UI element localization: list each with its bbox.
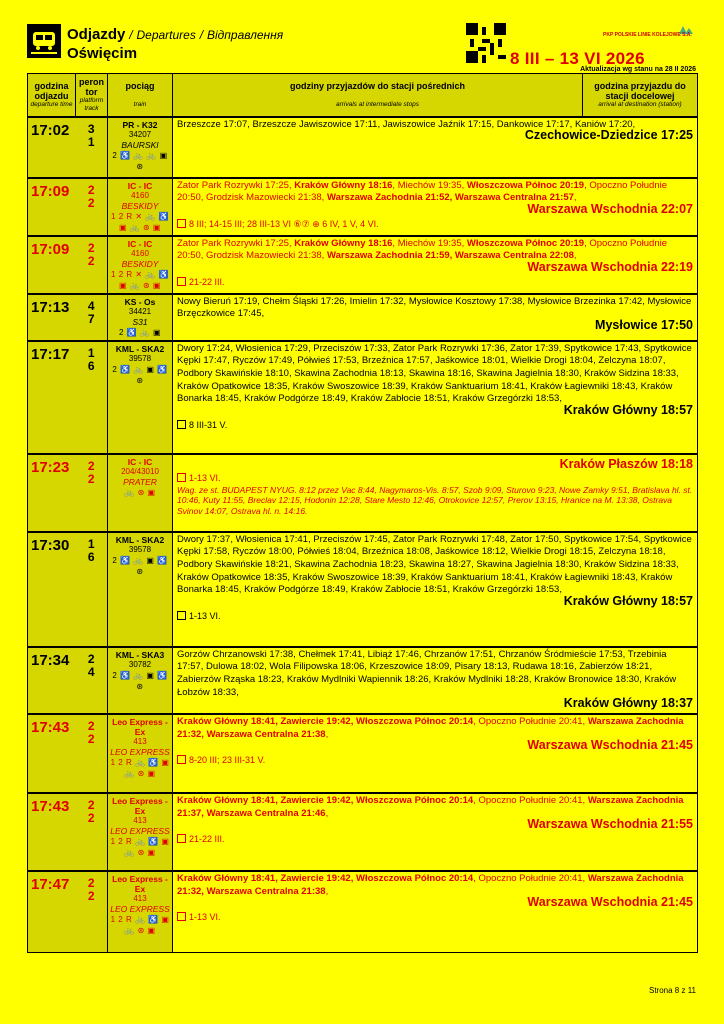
route-info xyxy=(173,117,698,178)
amenity-icons: 2 ♿ 🚲 ▣ ♿ ⊛ xyxy=(112,364,168,385)
departure-time: 17:09 xyxy=(28,178,76,236)
platform-number: 2 xyxy=(87,182,95,197)
platform-number: 2 xyxy=(87,240,95,255)
track-number: 2 xyxy=(87,253,95,268)
page-header xyxy=(0,0,724,72)
validity-note: 8 III-31 V. xyxy=(177,419,693,432)
calendar-icon xyxy=(177,611,186,620)
validity-dates: 8 III – 13 VI 2026 xyxy=(510,49,645,68)
amenity-icons: 1 2 R ✕ 🚲 ♿ ▣ 🚲 ⊛ ▣ xyxy=(111,269,169,290)
departure-row xyxy=(28,236,698,294)
departure-time: 17:17 xyxy=(28,341,76,454)
train-info xyxy=(108,871,173,952)
calendar-icon xyxy=(177,755,186,764)
intermediate-stops: Dwory 17:24, Włosienica 17:29, Przeciszów 17:33, Zator Park Rozrywki 17:36, Zator 17:39, Spytkowice 17:43, Spytkowice Kępki 17:47, Ryczów 17:49, Półwieś 17:53, Brzeźnica 17:57, Jaśkowice 18:01, Wielkie Drogi 18:04, Zelczyna 18:07, Podbory Skawińskie 18:10, Skawina Zachodnia 18:13, Skawina 18:16, Skawina Jagielnia 18:30, Kraków Sidzina 18:33, Kraków Opatkowice 18:35, Kraków Swoszowice 18:39, Kraków Sanktuarium 18:41, Kraków Łagiewniki 18:43, Kraków Bonarka 18:45, Kraków Podgórze 18:49, Kraków Zabłocie 18:51, Kraków Grzegórzki 18:53, xyxy=(177,342,692,405)
platform-number: 2 xyxy=(87,651,95,666)
platform-number: 2 xyxy=(87,798,95,813)
train-number: 413 xyxy=(133,737,147,747)
train-info xyxy=(108,793,173,871)
train-name: S31 xyxy=(132,316,148,327)
route-info xyxy=(173,871,698,952)
station-name: Oświęcim xyxy=(67,45,138,62)
intermediate-stops: Kraków Główny 18:41, Zawiercie 19:42, Włoszczowa Północ 20:14, Opoczno Południe 20:41, Warszawa Zachodnia 21:32, Warszawa Centralna 21:38, xyxy=(177,716,684,740)
platform-track xyxy=(76,714,108,793)
track-number: 2 xyxy=(87,811,95,826)
departure-time: 17:43 xyxy=(28,793,76,871)
train-info xyxy=(108,294,173,341)
amenity-icons: 🚲 ⊛ ▣ xyxy=(124,487,156,497)
track-number: 4 xyxy=(87,664,95,679)
departure-row xyxy=(28,793,698,871)
train-info xyxy=(108,341,173,454)
train-type: IC - IC xyxy=(127,180,153,191)
platform-track xyxy=(76,871,108,952)
departure-time: 17:43 xyxy=(28,714,76,793)
destination: Warszawa Wschodnia 22:19 xyxy=(527,259,693,274)
track-number: 2 xyxy=(87,732,95,747)
destination: Czechowice-Dziedzice 17:25 xyxy=(524,128,693,143)
track-number: 7 xyxy=(87,311,95,326)
route-info xyxy=(173,294,698,341)
col-time-header: godzina odjazdu departure time xyxy=(28,74,76,117)
intermediate-stops: Dwory 17:37, Włosienica 17:41, Przeciszów 17:45, Zator Park Rozrywki 17:48, Zator 17:50, Spytkowice 17:54, Spytkowice Kępki 17:58, Ryczów 18:00, Półwieś 18:04, Brzeźnica 18:08, Jaśkowice 18:12, Wielkie Drogi 18:15, Zelczyna 18:18, Podbory Skawińskie 18:21, Skawina Zachodnia 18:23, Skawina 18:27, Skawina Jagielnia 18:30, Kraków Sidzina 18:33, Kraków Opatkowice 18:35, Kraków Swoszowice 18:39, Kraków Sanktuarium 18:41, Kraków Łagiewniki 18:43, Kraków Bonarka 18:45, Kraków Podgórze 18:49, Kraków Zabłocie 18:51, Kraków Grzegórzki 18:53, xyxy=(177,533,692,596)
train-type: Leo Express - Ex xyxy=(112,717,168,738)
departure-row xyxy=(28,871,698,952)
platform-track xyxy=(76,294,108,341)
validity-note: 8 III; 14-15 III; 28 III-13 VI ⑥⑦ ⊕ 6 IV, 1 V, 4 VI. xyxy=(177,218,693,231)
platform-number: 2 xyxy=(87,876,95,891)
intermediate-stops: Zator Park Rozrywki 17:25, Kraków Główny 18:16, Miechów 19:35, Włoszczowa Północ 20:19, Opoczno Południe 20:50, Grodzisk Mazowiecki 21:38, Warszawa Zachodnia 21:59, Warszawa Centralna 22:08, xyxy=(177,237,668,262)
route-info xyxy=(173,714,698,793)
track-number: 1 xyxy=(87,134,95,149)
platform-track xyxy=(76,532,108,647)
train-info xyxy=(108,532,173,647)
train-name: LEO EXPRESS xyxy=(110,747,170,758)
train-number: 39578 xyxy=(128,353,152,363)
route-info xyxy=(173,454,698,532)
route-info xyxy=(173,647,698,715)
train-type: IC - IC xyxy=(127,238,153,249)
page-title: Odjazdy / Departures / Відправлення xyxy=(67,26,284,43)
validity-note: 8-20 III; 23 III-31 V. xyxy=(177,754,693,767)
departure-time: 17:30 xyxy=(28,532,76,647)
track-number: 6 xyxy=(87,358,95,373)
calendar-icon xyxy=(177,219,186,228)
train-type: PR - K32 xyxy=(122,119,158,130)
destination: Kraków Główny 18:57 xyxy=(563,403,693,418)
departure-row xyxy=(28,294,698,341)
col-dest-header: godzina przyjazdu do stacji docelowej arrival at destination (station) xyxy=(583,74,698,117)
track-number: 2 xyxy=(87,889,95,904)
calendar-icon xyxy=(177,420,186,429)
departure-row xyxy=(28,714,698,793)
departure-row xyxy=(28,454,698,532)
train-number: 4160 xyxy=(131,248,149,258)
col-train-header: pociąg train xyxy=(108,74,173,117)
train-type: Leo Express - Ex xyxy=(112,874,168,895)
amenity-icons: 1 2 R 🚲 ♿ ▣ 🚲 ⊛ ▣ xyxy=(110,837,170,858)
route-info xyxy=(173,236,698,294)
amenity-icons: 2 ♿ 🚲 ▣ ♿ ⊛ xyxy=(112,555,168,576)
route-info xyxy=(173,793,698,871)
platform-track xyxy=(76,793,108,871)
train-type: KML - SKA3 xyxy=(115,649,165,660)
route-info xyxy=(173,532,698,647)
calendar-icon xyxy=(177,277,186,286)
destination: Warszawa Wschodnia 22:07 xyxy=(527,201,693,216)
platform-track xyxy=(76,117,108,178)
platform-number: 1 xyxy=(87,536,95,551)
amenity-icons: 1 2 R 🚲 ♿ ▣ 🚲 ⊛ ▣ xyxy=(110,758,170,779)
train-info xyxy=(108,647,173,715)
departure-time: 17:47 xyxy=(28,871,76,952)
train-info xyxy=(108,714,173,793)
amenity-icons: 1 2 R 🚲 ♿ ▣ 🚲 ⊛ ▣ xyxy=(110,915,170,936)
col-stops-header: godziny przyjazdów do stacji pośrednich arrivals at intermediate stops xyxy=(173,74,583,117)
train-number: 413 xyxy=(133,816,147,826)
route-description: Wag. ze st. BUDAPEST NYUG. 8:12 przez Vac 8:44, Nagymaros-Vis. 8:57, Szob 9:09, Sturovo 9:23, Nowe Zamky 9:51, Bratislava hl. st. 10:46, Kuty 11:55, Breclav 12:15, Hodonin 12:28, Stare Mesto 12:46, Otrokovice 12:57, Prerov 13:15, Hranice na M. 13:38, Ostrava Svinov 14:07, Ostrava hl. n. 14:16. xyxy=(177,484,693,516)
validity-note: 21-22 III. xyxy=(177,833,693,846)
destination: Warszawa Wschodnia 21:55 xyxy=(527,817,693,832)
platform-number: 2 xyxy=(87,719,95,734)
destination: Mysłowice 17:50 xyxy=(595,317,693,332)
train-name: PRATER xyxy=(123,476,157,487)
platform-track xyxy=(76,236,108,294)
destination: Warszawa Wschodnia 21:45 xyxy=(527,895,693,910)
validity-note: 1-13 VI. xyxy=(177,610,693,623)
validity-note: 21-22 III. xyxy=(177,276,693,289)
train-type: KML - SKA2 xyxy=(115,343,165,354)
intermediate-stops: Zator Park Rozrywki 17:25, Kraków Główny 18:16, Miechów 19:35, Włoszczowa Północ 20:19, Opoczno Południe 20:50, Grodzisk Mazowiecki 21:38, Warszawa Zachodnia 21:52, Warszawa Centralna 21:57, xyxy=(177,179,668,204)
intermediate-stops: Nowy Bieruń 17:19, Chełm Śląski 17:26, Imielin 17:32, Mysłowice Kosztowy 17:38, Mysłowice Brzezinka 17:42, Mysłowice Brzęczkowice 17:45, xyxy=(177,295,692,320)
route-info xyxy=(173,341,698,454)
route-info xyxy=(173,178,698,236)
calendar-icon xyxy=(177,473,186,482)
operator-name: PKP POLSKIE LINIE KOLEJOWE S.A. xyxy=(603,32,692,38)
train-info xyxy=(108,117,173,178)
train-icon xyxy=(27,24,61,58)
departure-time: 17:23 xyxy=(28,454,76,532)
validity-note: 1-13 VI. xyxy=(177,911,693,924)
intermediate-stops: Kraków Główny 18:41, Zawiercie 19:42, Włoszczowa Północ 20:14, Opoczno Południe 20:41, Warszawa Zachodnia 21:37, Warszawa Centralna 21:46, xyxy=(177,795,684,819)
destination: Kraków Główny 18:37 xyxy=(563,696,693,711)
departure-row xyxy=(28,647,698,715)
col-platform-header: peron tor platform track xyxy=(76,74,108,117)
platform-number: 2 xyxy=(87,458,95,473)
departure-time: 17:34 xyxy=(28,647,76,715)
intermediate-stops: Gorzów Chrzanowski 17:38, Chełmek 17:41, Libiąż 17:46, Chrzanów 17:51, Chrzanów Śródmieście 17:53, Trzebinia 17:57, Dulowa 18:02, Wola Filipowska 18:06, Krzeszowice 18:09, Pisary 18:13, Rudawa 18:16, Zabierzów 18:21, Zabierzów Rząska 18:23, Kraków Mydlniki Wapiennik 18:26, Kraków Mydlniki 18:28, Kraków Bronowice 18:30, Kraków Łobzów 18:33, xyxy=(177,648,677,698)
departure-row xyxy=(28,532,698,647)
platform-number: 4 xyxy=(87,298,95,313)
calendar-icon xyxy=(177,834,186,843)
calendar-icon xyxy=(177,912,186,921)
qr-code-icon xyxy=(466,23,506,63)
train-number: 204/43010 xyxy=(121,466,159,476)
train-number: 34421 xyxy=(128,306,152,316)
train-type: IC - IC xyxy=(127,456,153,467)
train-name: BESKIDY xyxy=(121,200,159,211)
train-name: BAURSKI xyxy=(121,139,159,150)
departure-time: 17:09 xyxy=(28,236,76,294)
update-info: Aktualizacja wg stanu na 28 II 2026 xyxy=(580,66,696,73)
train-info xyxy=(108,236,173,294)
intermediate-stops: Brzeszcze 17:07, Brzeszcze Jawiszowice 17:11, Jawiszowice Jaźnik 17:15, Dankowice 17:17, Kaniów 17:20, xyxy=(177,118,636,130)
track-number: 6 xyxy=(87,549,95,564)
departure-row xyxy=(28,117,698,178)
train-number: 4160 xyxy=(131,190,149,200)
train-number: 34207 xyxy=(128,129,152,139)
train-info xyxy=(108,178,173,236)
amenity-icons: 1 2 R ✕ 🚲 ♿ ▣ 🚲 ⊛ ▣ xyxy=(111,211,169,232)
track-number: 2 xyxy=(87,471,95,486)
amenity-icons: 2 ♿ 🚲 🚲 ▣ ⊛ xyxy=(112,150,168,171)
platform-number: 3 xyxy=(87,121,95,136)
departures-table xyxy=(27,73,698,953)
destination: Kraków Płaszów 18:18 xyxy=(559,456,693,471)
train-number: 30782 xyxy=(128,659,152,669)
amenity-icons: 2 ♿ 🚲 ▣ xyxy=(118,327,162,337)
train-type: Leo Express - Ex xyxy=(112,796,168,817)
validity-note: 1-13 VI. xyxy=(177,472,693,485)
destination: Kraków Główny 18:57 xyxy=(563,594,693,609)
platform-track xyxy=(76,647,108,715)
platform-track xyxy=(76,454,108,532)
platform-track xyxy=(76,341,108,454)
amenity-icons: 2 ♿ 🚲 ▣ ♿ ⊛ xyxy=(112,670,168,691)
destination: Warszawa Wschodnia 21:45 xyxy=(527,738,693,753)
train-name: LEO EXPRESS xyxy=(110,904,170,915)
intermediate-stops: Kraków Główny 18:41, Zawiercie 19:42, Włoszczowa Północ 20:14, Opoczno Południe 20:41, Warszawa Zachodnia 21:32, Warszawa Centralna 21:38, xyxy=(177,873,684,897)
track-number: 2 xyxy=(87,195,95,210)
departure-time: 17:13 xyxy=(28,294,76,341)
train-name: LEO EXPRESS xyxy=(110,826,170,837)
train-name: BESKIDY xyxy=(121,258,159,269)
platform-track xyxy=(76,178,108,236)
train-type: KML - SKA2 xyxy=(115,534,165,545)
train-number: 413 xyxy=(133,894,147,904)
departure-time: 17:02 xyxy=(28,117,76,178)
departure-row xyxy=(28,341,698,454)
train-type: KS - Os xyxy=(124,296,156,307)
page-number: Strona 8 z 11 xyxy=(649,986,696,995)
platform-number: 1 xyxy=(87,345,95,360)
train-info xyxy=(108,454,173,532)
train-number: 39578 xyxy=(128,544,152,554)
departure-row xyxy=(28,178,698,236)
